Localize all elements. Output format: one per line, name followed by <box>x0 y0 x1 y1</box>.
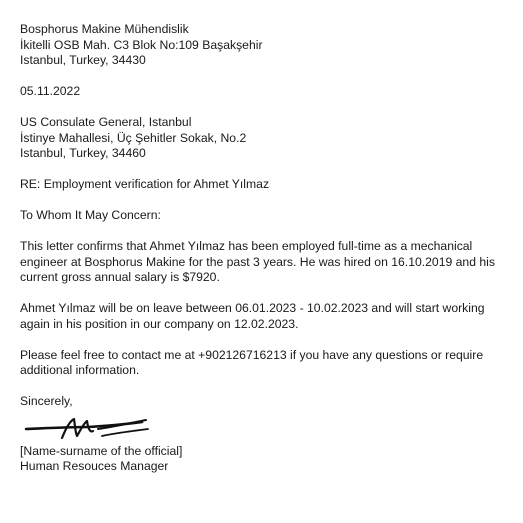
sender-address <box>20 22 515 69</box>
sender-address-line2: Istanbul, Turkey, 34430 <box>20 53 146 67</box>
signatory-name: [Name-surname of the official] <box>20 443 183 458</box>
recipient-address <box>20 115 515 162</box>
salutation <box>20 208 515 224</box>
paragraph-text: This letter confirms that Ahmet Yılmaz has been employed full-time as a mechanical engineer at Bosphorus Makine for the past 3 years. He was hired on 16.10.2019 and his current gross annual salary is $7920. <box>20 239 495 284</box>
body-paragraph-1 <box>20 239 515 286</box>
closing <box>20 394 515 410</box>
body-paragraph-3 <box>20 348 515 379</box>
recipient-address-line1: İstinye Mahallesi, Üç Şehitler Sokak, No.2 <box>20 130 247 145</box>
closing-text: Sincerely, <box>20 394 73 408</box>
recipient-name: US Consulate General, Istanbul <box>20 115 192 129</box>
date-text: 05.11.2022 <box>20 84 81 98</box>
recipient-address-line2: Istanbul, Turkey, 34460 <box>20 146 146 160</box>
signatory <box>20 444 515 475</box>
paragraph-text: Please feel free to contact me at +902126716213 if you have any questions or require additional information. <box>20 347 484 377</box>
handwritten-signature-icon <box>20 414 155 442</box>
signature <box>20 414 515 442</box>
letter <box>20 22 515 475</box>
signatory-title: Human Resouces Manager <box>20 459 169 473</box>
paragraph-text: Ahmet Yılmaz will be on leave between 06.01.2023 - 10.02.2023 and will start working again in his position in our company on 12.02.2023. <box>20 301 485 331</box>
subject-text: RE: Employment verification for Ahmet Yılmaz <box>20 177 270 191</box>
subject-line <box>20 177 515 193</box>
body-paragraph-2 <box>20 301 515 332</box>
sender-company: Bosphorus Makine Mühendislik <box>20 22 189 36</box>
salutation-text: To Whom It May Concern: <box>20 208 161 222</box>
sender-address-line1: İkitelli OSB Mah. C3 Blok No:109 Başakşehir <box>20 37 263 52</box>
letter-date <box>20 84 515 100</box>
